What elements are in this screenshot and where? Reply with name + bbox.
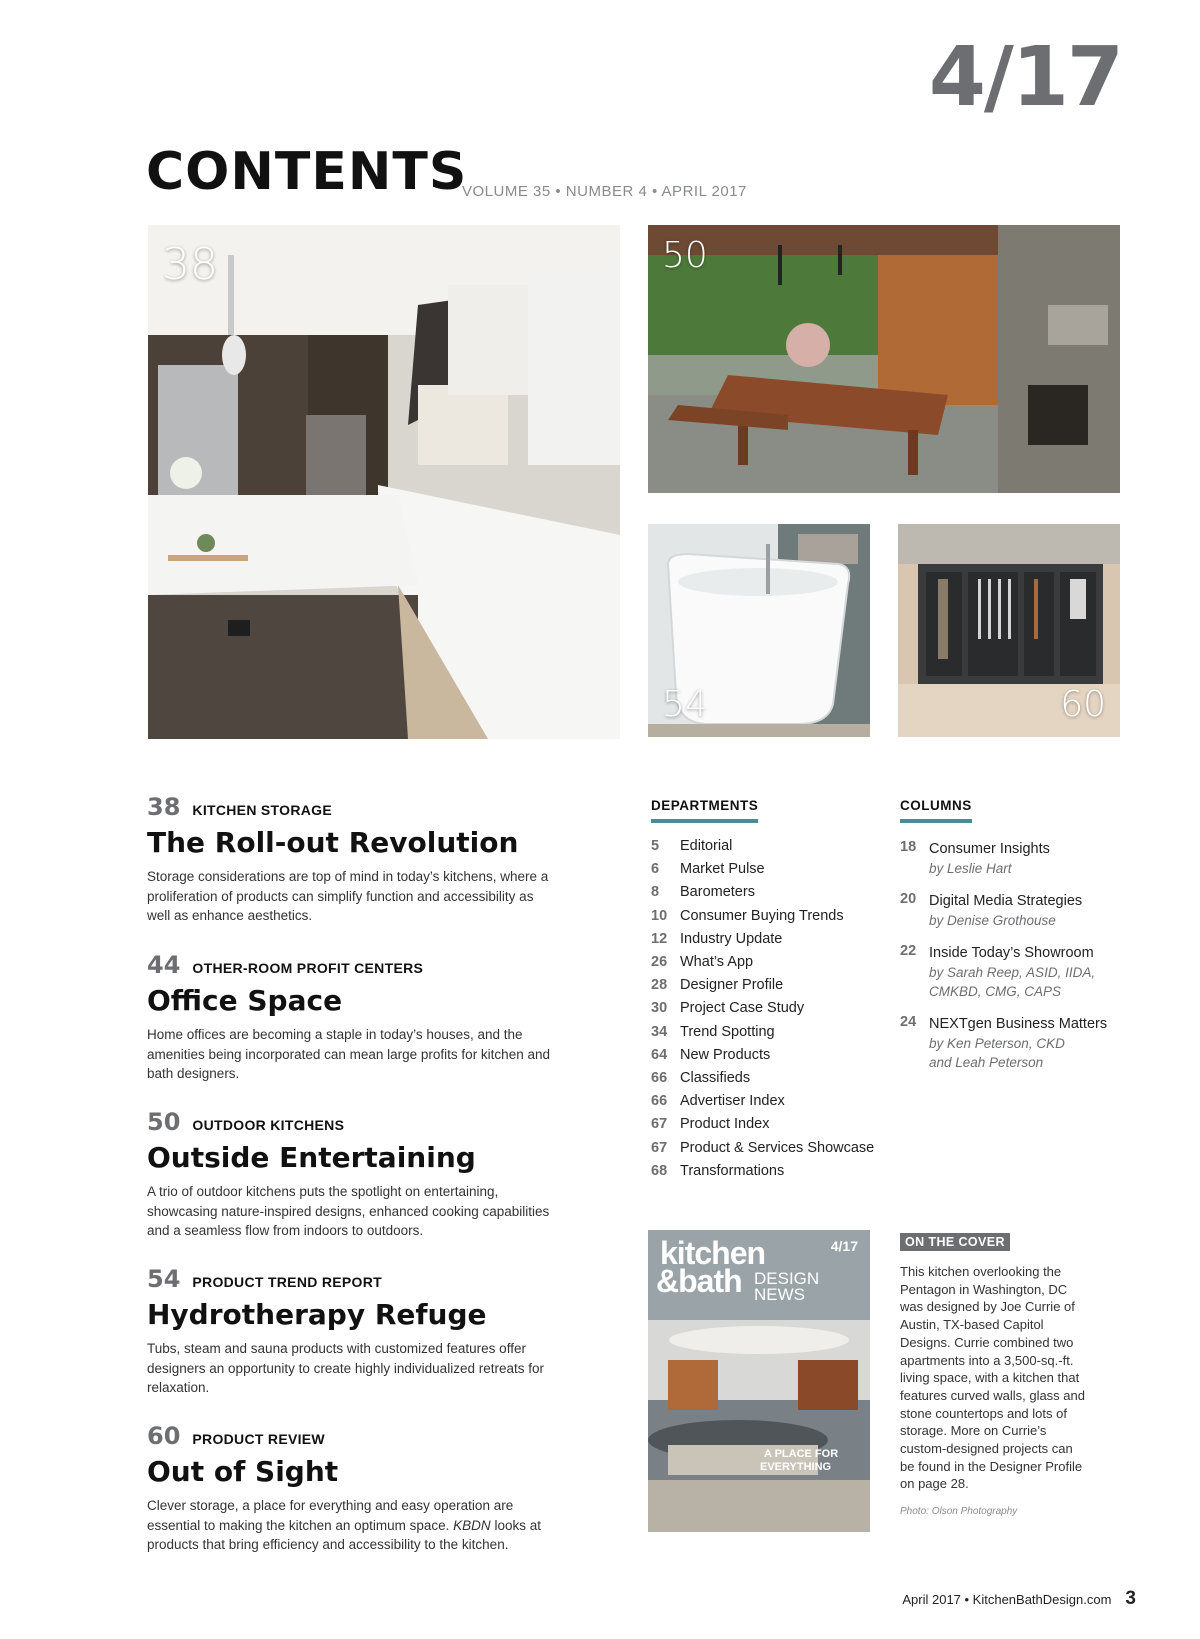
list-item[interactable] [651,1090,891,1113]
item-page: 67 [651,1139,668,1156]
feature-title[interactable]: Hydrotherapy Refuge [147,1298,487,1331]
outdoor-photo-illustration [648,225,1120,493]
item-name: Project Case Study [680,1000,805,1017]
item-byline: by Denise Grothouse [929,913,1056,928]
list-item[interactable] [651,858,891,881]
list-item[interactable] [651,881,891,904]
item-page: 34 [651,1023,668,1040]
item-page: 26 [651,954,668,971]
feature-category: OUTDOOR KITCHENS [192,1117,345,1133]
desc-emphasis: KBDN [453,1517,491,1533]
feature-article[interactable] [147,951,557,1084]
list-item[interactable] [900,1014,1140,1072]
list-item[interactable] [900,839,1140,878]
list-item[interactable] [900,943,1140,1001]
columns-heading: COLUMNS [900,798,972,823]
list-item[interactable] [651,951,891,974]
feature-title[interactable]: The Roll-out Revolution [147,826,519,859]
list-item[interactable] [651,997,891,1020]
list-item[interactable] [651,1113,891,1136]
item-page: 5 [651,838,660,854]
item-page: 6 [651,861,660,878]
page-title: CONTENTS [146,142,468,202]
feature-page: 44 [147,951,181,979]
departments-heading: DEPARTMENTS [651,798,758,823]
cover-headline: A PLACE FOR [764,1448,839,1460]
item-page: 18 [900,839,917,855]
photo-kitchen-storage[interactable] [148,225,620,739]
item-page: 22 [900,943,917,959]
feature-description: Home offices are becoming a staple in today’s houses, and the amenities being incorporated can mean large profits for kitchen and bath designers. [147,1027,550,1082]
item-page: 20 [900,891,917,907]
cover-thumbnail[interactable] [648,1230,870,1532]
item-name: Inside Today’s Showroom [929,945,1094,961]
desc-text: Clever storage, a place for everything and easy operation are essential to making the kitchen an optimum space. [147,1498,514,1533]
item-name: Barometers [680,884,755,901]
item-name: Industry Update [680,930,783,947]
list-item[interactable] [651,974,891,997]
feature-description: A trio of outdoor kitchens puts the spotlight on entertaining, showcasing nature-inspired designs, enhanced cooking capabilities and a seamless flow from indoors to outdoors. [147,1184,550,1239]
item-name: Product & Services Showcase [680,1139,875,1156]
item-page: 64 [651,1046,668,1063]
item-name: Trend Spotting [680,1023,775,1040]
page-number: 3 [1125,1588,1136,1609]
photo-page-number: 50 [662,235,708,276]
feature-article[interactable] [147,1265,557,1398]
cover-mag-title: NEWS [754,1285,805,1304]
item-page: 30 [651,1000,668,1017]
item-page: 66 [651,1070,668,1087]
item-name: Editorial [680,838,733,854]
columns-section [900,797,1140,1085]
cover-mag-title: &bath [656,1263,742,1299]
feature-category: PRODUCT TREND REPORT [192,1274,382,1290]
item-page: 28 [651,977,668,994]
feature-category: OTHER-ROOM PROFIT CENTERS [192,960,424,976]
list-item[interactable] [651,1160,891,1183]
feature-category: PRODUCT REVIEW [192,1431,325,1447]
photo-credit: Photo: Olson Photography [900,1506,1018,1517]
desc-text: looks at products that bring efficiency and accessibility to the kitchen. [147,1517,541,1553]
item-name: New Products [680,1046,771,1063]
item-name: Market Pulse [680,861,765,878]
list-item[interactable] [651,1067,891,1090]
photo-outdoor-kitchens[interactable] [648,225,1120,493]
photo-page-number: 38 [162,239,218,290]
feature-article[interactable] [147,1422,557,1555]
cover-description: This kitchen overlooking the Pentagon in Washington, DC was designed by Joe Currie of Austin, TX-based Capitol Designs. Currie combined two apartments into a 3,500-sq.-ft. living space, with a kitchen that features curved walls, glass and stone countertops and lots of storage. More on Currie’s custom-designed projects can be found in the Designer Profile on page 28. [900,1264,1085,1492]
item-page: 12 [651,930,668,947]
item-name: Advertiser Index [680,1093,785,1110]
feature-page: 60 [147,1422,181,1450]
list-item[interactable] [651,1137,891,1160]
feature-title[interactable]: Out of Sight [147,1455,339,1488]
cover-mag-title: DESIGN [754,1269,820,1288]
kitchen-photo-illustration [148,225,620,739]
columns-list [900,839,1140,1072]
footer-text: April 2017 • KitchenBathDesign.com [902,1592,1112,1607]
cover-headline: EVERYTHING [760,1461,832,1473]
photo-out-of-sight[interactable] [898,524,1120,737]
feature-article[interactable] [147,1108,557,1241]
list-item[interactable] [651,1044,891,1067]
issue-number: 4/17 [928,30,1122,125]
page-footer [902,1588,1136,1610]
item-byline: and Leah Peterson [929,1055,1044,1070]
item-name: Product Index [680,1116,770,1133]
item-name: What’s App [680,954,754,971]
item-page: 68 [651,1162,668,1179]
item-byline: by Ken Peterson, CKD [929,1036,1065,1051]
feature-page: 38 [147,793,181,821]
feature-description [147,1496,557,1555]
item-name: Consumer Insights [929,841,1050,857]
feature-page: 50 [147,1108,181,1136]
feature-title[interactable]: Office Space [147,984,343,1017]
list-item[interactable] [651,905,891,928]
photo-page-number: 60 [1060,684,1106,725]
departments-section [651,797,891,1183]
feature-page: 54 [147,1265,181,1293]
item-page: 66 [651,1093,668,1110]
item-byline: CMKBD, CMG, CAPS [929,984,1062,999]
list-item[interactable] [651,928,891,951]
item-page: 10 [651,907,668,924]
list-item[interactable] [651,835,891,858]
item-name: Designer Profile [680,977,784,994]
cover-mag-issue: 4/17 [830,1238,858,1254]
feature-description: Tubs, steam and sauna products with customized features offer designers an opportunity to create highly individualized retreats for relaxation. [147,1341,544,1396]
item-name: NEXTgen Business Matters [929,1016,1108,1032]
list-item[interactable] [900,891,1140,930]
volume-line: VOLUME 35 • NUMBER 4 • APRIL 2017 [462,183,747,200]
item-name: Classifieds [680,1070,751,1087]
item-page: 67 [651,1116,668,1133]
item-byline: by Leslie Hart [929,861,1012,876]
item-byline: by Sarah Reep, ASID, IIDA, [929,965,1096,980]
item-name: Transformations [680,1162,785,1179]
departments-list [651,835,891,1183]
item-name: Digital Media Strategies [929,893,1083,909]
feature-description: Storage considerations are top of mind in today’s kitchens, where a proliferation of products can simplify function and accessibility as well as enhance aesthetics. [147,869,549,924]
item-name: Consumer Buying Trends [680,907,844,924]
list-item[interactable] [651,1021,891,1044]
item-page: 24 [900,1014,917,1030]
item-page: 8 [651,884,660,901]
feature-category: KITCHEN STORAGE [192,802,332,818]
on-the-cover-badge: ON THE COVER [900,1233,1010,1251]
photo-page-number: 54 [662,684,708,725]
feature-article[interactable] [147,793,557,926]
feature-title[interactable]: Outside Entertaining [147,1141,476,1174]
cover-mag-title: kitchen [660,1235,766,1271]
photo-hydrotherapy[interactable] [648,524,870,737]
